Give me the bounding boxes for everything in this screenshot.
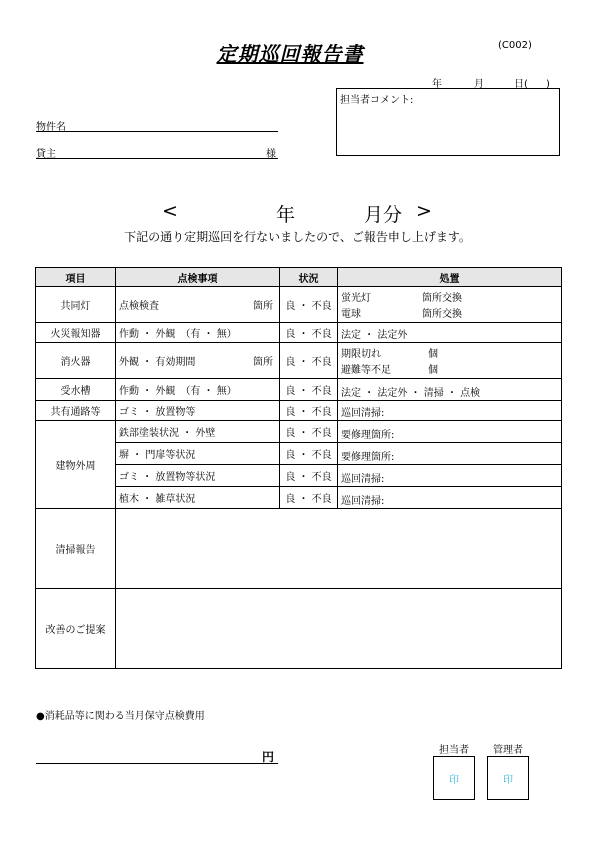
report-subtitle: 下記の通り定期巡回を行ないましたので、ご報告申し上げます。: [124, 230, 471, 244]
stamp-box-staff[interactable]: [433, 756, 475, 800]
item-cell: 受水槽: [36, 379, 116, 401]
action-unit: 箇所交換: [422, 309, 462, 320]
item-cell: 消火器: [36, 343, 116, 379]
check-cell: 作動 ・ 外観 （有 ・ 無）: [116, 323, 280, 343]
inspection-table: [35, 267, 562, 669]
action-text: 法定 ・ 法定外: [341, 330, 408, 341]
status-cell[interactable]: 良 ・ 不良: [280, 421, 338, 443]
stamp-label-manager: 管理者: [493, 745, 523, 756]
check-unit: 箇所: [253, 301, 273, 312]
seal-mark: 印: [503, 774, 513, 786]
property-name-label: 物件名: [36, 122, 66, 133]
action-cell[interactable]: [338, 343, 562, 379]
check-cell: 鉄部塗装状況 ・ 外壁: [116, 421, 280, 443]
owner-label: 貸主: [36, 149, 56, 160]
action-cell[interactable]: [338, 443, 562, 465]
check-unit: 箇所: [253, 357, 273, 368]
action-text: 巡回清掃:: [341, 408, 385, 419]
fee-note: ●消耗品等に関わる当月保守点検費用: [36, 711, 205, 722]
check-cell: ゴミ ・ 放置物等: [116, 401, 280, 421]
action-cell[interactable]: [338, 323, 562, 343]
form-code: (C002): [498, 40, 532, 51]
action-unit: 箇所交換: [422, 293, 462, 304]
owner-suffix: 様: [266, 149, 276, 160]
header-status: 状況: [280, 268, 338, 287]
table-header-row: [36, 268, 562, 287]
action-cell[interactable]: [338, 379, 562, 401]
table-row: [36, 421, 562, 443]
action-label: 期限切れ: [341, 349, 381, 360]
seal-mark: 印: [449, 774, 459, 786]
action-label: 電球: [341, 309, 361, 320]
table-row: [36, 343, 562, 379]
status-cell[interactable]: 良 ・ 不良: [280, 401, 338, 421]
item-cell: 共同灯: [36, 287, 116, 323]
date-month-label: 月: [474, 79, 484, 90]
period-month: 月分: [364, 204, 403, 226]
action-cell[interactable]: [338, 487, 562, 509]
action-label: 蛍光灯: [341, 293, 371, 304]
staff-comment-label: 担当者コメント:: [340, 95, 414, 106]
proposal-area[interactable]: [116, 589, 562, 669]
status-cell[interactable]: 良 ・ 不良: [280, 343, 338, 379]
cleaning-report-area[interactable]: [116, 509, 562, 589]
status-cell[interactable]: 良 ・ 不良: [280, 323, 338, 343]
header-item: 項目: [36, 268, 116, 287]
status-cell[interactable]: 良 ・ 不良: [280, 443, 338, 465]
table-row: [36, 379, 562, 401]
action-text: 巡回清掃:: [341, 474, 385, 485]
table-row: [36, 323, 562, 343]
check-cell: ゴミ ・ 放置物等状況: [116, 465, 280, 487]
status-cell[interactable]: 良 ・ 不良: [280, 487, 338, 509]
property-name-field[interactable]: [36, 118, 278, 132]
period-open: <: [162, 200, 178, 222]
status-cell[interactable]: 良 ・ 不良: [280, 465, 338, 487]
check-text: 点検検査: [119, 301, 159, 312]
check-cell: 塀 ・ 門扉等状況: [116, 443, 280, 465]
proposal-row: [36, 589, 562, 669]
cleaning-report-label: 清掃報告: [36, 509, 116, 589]
action-text: 要修理箇所:: [341, 430, 395, 441]
date-close: ): [546, 79, 550, 90]
action-text: 法定 ・ 法定外 ・ 清掃 ・ 点検: [341, 388, 481, 399]
period-close: >: [416, 200, 432, 222]
check-cell: [116, 343, 280, 379]
owner-field[interactable]: [36, 145, 278, 159]
action-cell[interactable]: [338, 465, 562, 487]
action-text: 要修理箇所:: [341, 452, 395, 463]
header-action: 処置: [338, 268, 562, 287]
date-day-label: 日(: [514, 79, 528, 90]
report-title: 定期巡回報告書: [216, 42, 364, 66]
item-cell: 共有通路等: [36, 401, 116, 421]
fee-unit: 円: [261, 750, 274, 764]
period-year: 年: [276, 204, 296, 226]
item-cell: 火災報知器: [36, 323, 116, 343]
action-text: 巡回清掃:: [341, 496, 385, 507]
check-cell: 植木 ・ 雑草状況: [116, 487, 280, 509]
action-cell[interactable]: [338, 401, 562, 421]
staff-comment-box[interactable]: [336, 88, 560, 156]
proposal-label: 改善のご提案: [36, 589, 116, 669]
check-text: 外観 ・ 有効期間: [119, 357, 196, 368]
action-unit: 個: [428, 365, 438, 376]
cleaning-report-row: [36, 509, 562, 589]
stamp-label-staff: 担当者: [439, 745, 469, 756]
action-cell[interactable]: [338, 421, 562, 443]
table-row: [36, 401, 562, 421]
date-year-label: 年: [432, 79, 442, 90]
table-row: [36, 287, 562, 323]
stamp-box-manager[interactable]: [487, 756, 529, 800]
status-cell[interactable]: 良 ・ 不良: [280, 379, 338, 401]
header-check: 点検事項: [116, 268, 280, 287]
item-cell: 建物外周: [36, 421, 116, 509]
action-unit: 個: [428, 349, 438, 360]
action-cell[interactable]: [338, 287, 562, 323]
check-cell: 作動 ・ 外観 （有 ・ 無）: [116, 379, 280, 401]
check-cell: [116, 287, 280, 323]
fee-amount-field[interactable]: [36, 748, 278, 764]
action-label: 避難等不足: [341, 365, 391, 376]
status-cell[interactable]: 良 ・ 不良: [280, 287, 338, 323]
